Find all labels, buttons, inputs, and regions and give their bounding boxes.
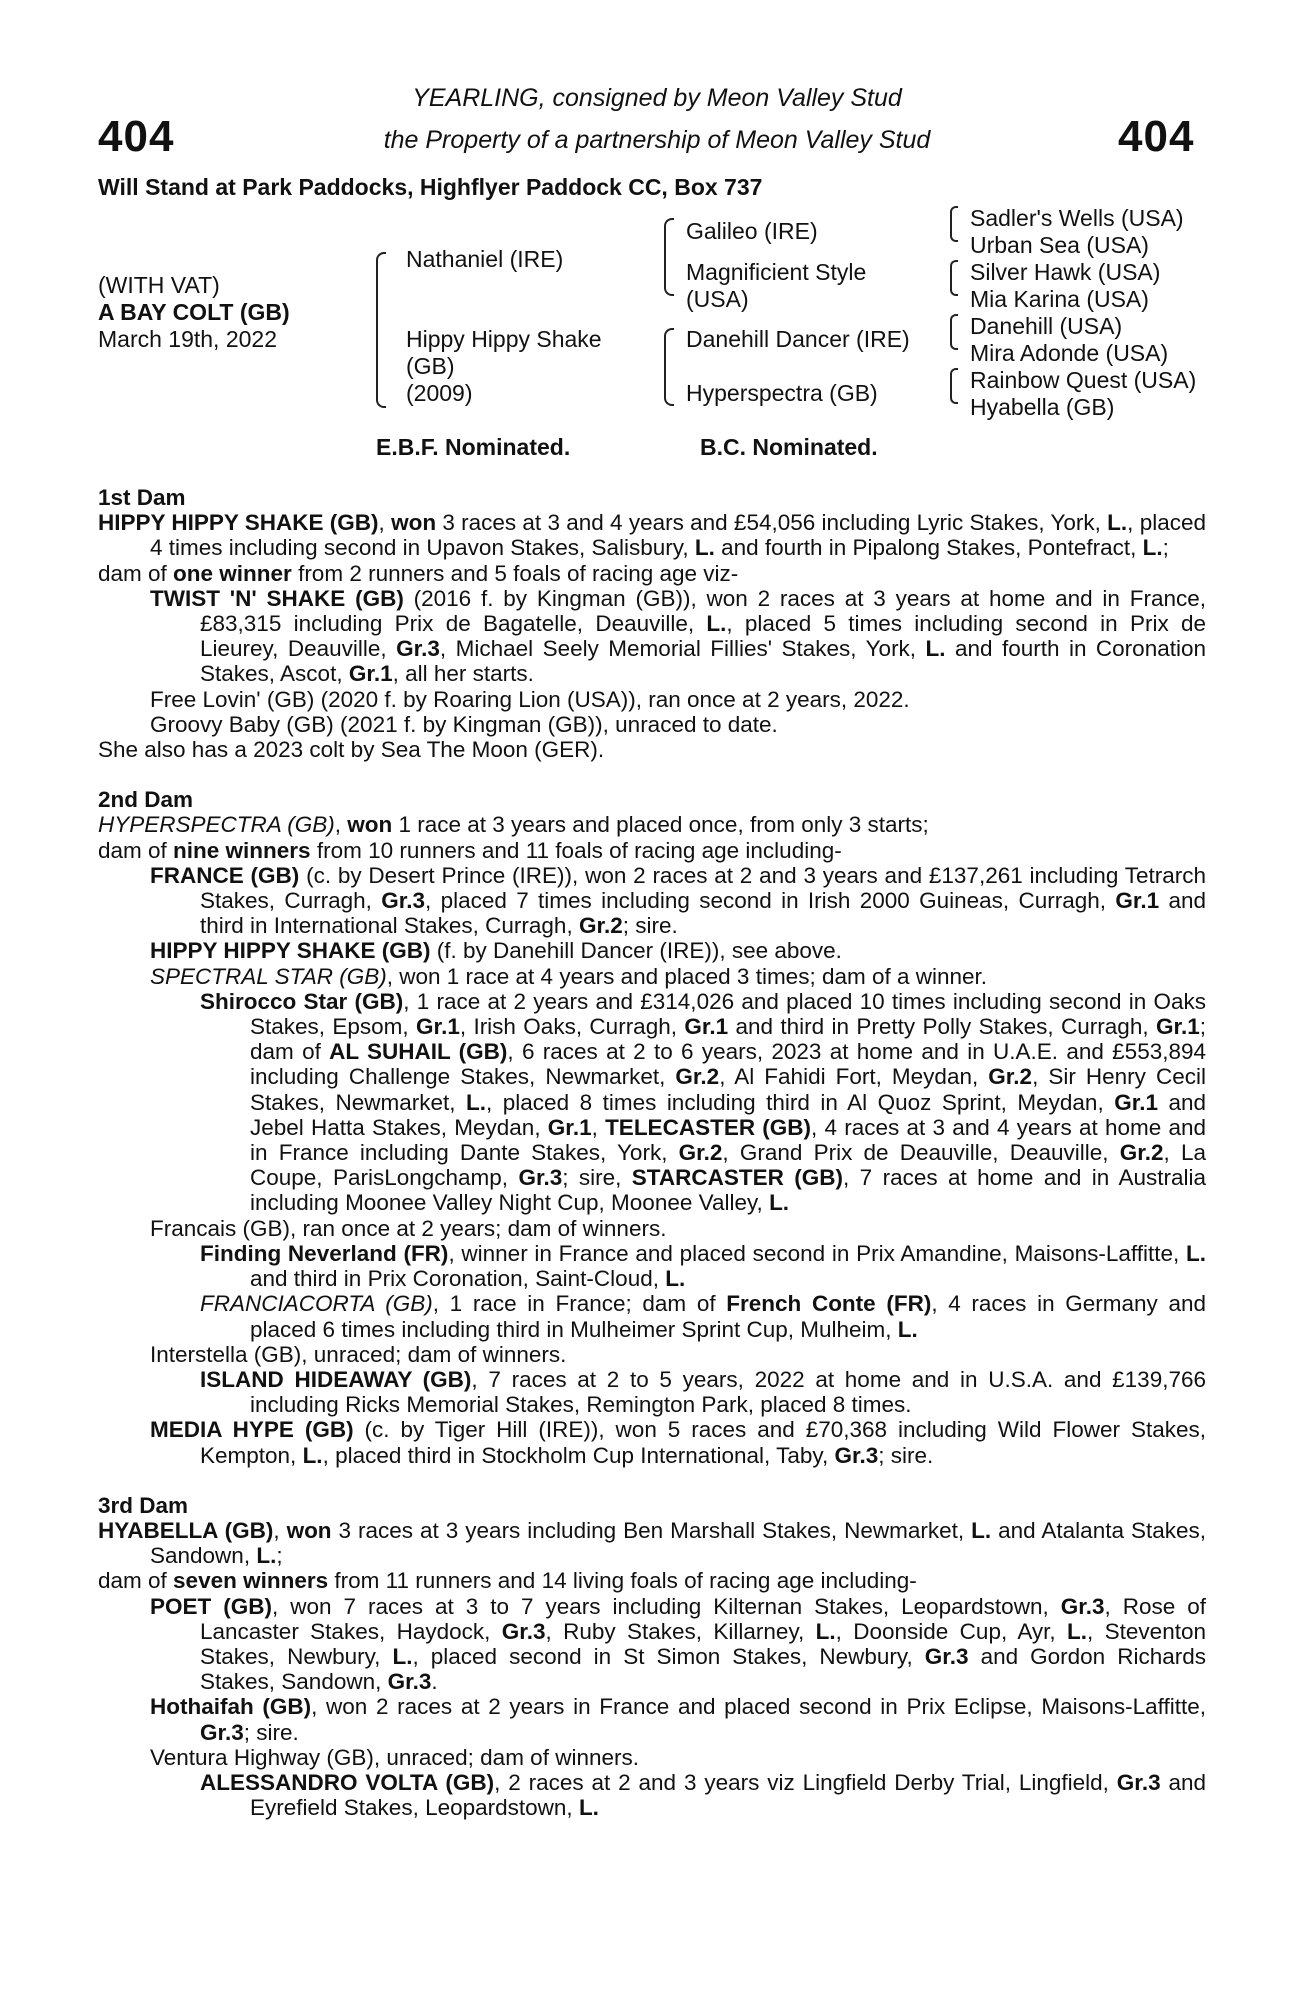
dam-name-line3: (2009) [406,380,473,406]
produce-finding-neverland: Finding Neverland (FR), winner in France and placed second in Prix Amandine, Maisons-Laffitte, L. and third in Prix Coronation, Saint-Cloud, L. [200,1240,1207,1292]
dam-name-line2: (GB) [406,353,455,379]
produce-ventura-highway: Ventura Highway (GB), unraced; dam of winners. [150,1744,639,1770]
first-dam-entry: HIPPY HIPPY SHAKE (GB), won 3 races at 3 and 4 years and £54,056 including Lyric Stakes, York, L., placed 4 times including second in Upavon Stakes, Salisbury, L. and fourth in Pipalong Stakes, Pontefract, L.; [98,510,1206,561]
dam-sire-name: Danehill Dancer (IRE) [686,326,910,352]
produce-twist-n-shake: TWIST 'N' SHAKE (GB) (2016 f. by Kingman (GB)), won 2 races at 3 years at home and in France, £83,315 including Prix de Bagatelle, Deauville, L., placed 5 times including second in Prix de Lieurey, Deauville, Gr.3, Michael Seely Memorial Fillies' Stakes, York, L. and fourth in Coronation Stakes, Ascot, Gr.1, all her starts. [150,585,1207,687]
third-dam-entry: HYABELLA (GB), won 3 races at 3 years including Ben Marshall Stakes, Newmarket, L. and Atalanta Stakes, Sandown, L.; [98,1517,1206,1569]
produce-poet: POET (GB), won 7 races at 3 to 7 years including Kilternan Stakes, Leopardstown, Gr.3, Rose of Lancaster Stakes, Haydock, Gr.3, Ruby Stakes, Killarney, L., Doonside Cup, Ayr, L., Steventon Stakes, Newbury, L., placed second in St Simon Stakes, Newbury, Gr.3 and Gordon Richards Stakes, Sandown, Gr.3. [150,1593,1207,1695]
gp-3: Silver Hawk (USA) [970,259,1161,285]
gp-7: Rainbow Quest (USA) [970,367,1197,393]
sire-dam-name-line2: (USA) [686,286,749,312]
gp-1: Sadler's Wells (USA) [970,205,1184,231]
produce-media-hype: MEDIA HYPE (GB) (c. by Tiger Hill (IRE)), won 5 races and £70,368 including Wild Flower Stakes, Kempton, L., placed third in Stockholm Cup International, Taby, Gr.3; sire. [150,1417,1206,1468]
pedigree-brace-g2 [950,260,958,296]
second-dam-heading: 2nd Dam [98,787,194,813]
produce-alessandro-volta: ALESSANDRO VOLTA (GB), 2 races at 2 and 3 years viz Lingfield Derby Trial, Lingfield, Gr.3 and Eyrefield Stakes, Leopardstown, L. [200,1769,1206,1821]
lot-number-left: 404 [98,112,175,161]
produce-france: FRANCE (GB) (c. by Desert Prince (IRE)), won 2 races at 2 and 3 years and £137,261 including Tetrarch Stakes, Curragh, Gr.3, placed 7 times including second in Irish 2000 Guineas, Curragh, Gr.1 and third in International Stakes, Curragh, Gr.2; sire. [150,862,1206,939]
third-dam-heading: 3rd Dam [98,1492,189,1518]
first-dam-produce-summary: dam of one winner from 2 runners and 5 foals of racing age viz- [98,560,739,586]
produce-spectral-star: SPECTRAL STAR (GB), won 1 race at 4 years and placed 3 times; dam of a winner. [150,963,988,989]
third-dam-produce-summary: dam of seven winners from 11 runners and 14 living foals of racing age including- [98,1568,917,1594]
produce-francais: Francais (GB), ran once at 2 years; dam of winners. [150,1215,667,1241]
produce-franciacorta: FRANCIACORTA (GB), 1 race in France; dam of French Conte (FR), 4 races in Germany and placed 6 times including third in Mulheimer Sprint Cup, Mulheim, L. [200,1291,1206,1342]
gp-8: Hyabella (GB) [970,394,1115,420]
produce-2023-colt: She also has a 2023 colt by Sea The Moon (GER). [98,737,605,763]
pedigree-brace-sire [664,218,674,296]
second-dam-produce-summary: dam of nine winners from 10 runners and 11 foals of racing age including- [98,837,842,863]
produce-groovy-baby: Groovy Baby (GB) (2021 f. by Kingman (GB)), unraced to date. [150,711,778,737]
produce-island-hideaway: ISLAND HIDEAWAY (GB), 7 races at 2 to 5 years, 2022 at home and in U.S.A. and £139,766 including Ricks Memorial Stakes, Remington Park, placed 8 times. [200,1366,1207,1418]
gp-5: Danehill (USA) [970,313,1123,339]
second-dam-entry: HYPERSPECTRA (GB), won 1 race at 3 years and placed once, from only 3 starts; [98,812,929,838]
horse-name: A BAY COLT (GB) [98,299,290,325]
produce-interstella: Interstella (GB), unraced; dam of winners. [150,1341,567,1367]
dam-dam-name: Hyperspectra (GB) [686,380,878,406]
gp-2: Urban Sea (USA) [970,232,1149,258]
ebf-nomination: E.B.F. Nominated. [376,434,571,460]
pedigree-brace-g1 [950,206,958,242]
produce-hothaifah: Hothaifah (GB), won 2 races at 2 years in France and placed second in Prix Eclipse, Maisons-Laffitte, Gr.3; sire. [150,1694,1206,1745]
sire-name: Nathaniel (IRE) [406,246,564,272]
pedigree-brace-g4 [950,368,958,404]
gp-6: Mira Adonde (USA) [970,340,1169,366]
produce-shirocco-star: Shirocco Star (GB), 1 race at 2 years and £314,026 and placed 10 times including second in Oaks Stakes, Epsom, Gr.1, Irish Oaks, Curragh, Gr.1 and third in Pretty Polly Stakes, Curragh, Gr.1; dam of AL SUHAIL (GB), 6 races at 2 to 6 years, 2023 at home and in U.A.E. and £553,894 including Challenge Stakes, Newmarket, Gr.2, Al Fahidi Fort, Meydan, Gr.2, Sir Henry Cecil Stakes, Newmarket, L., placed 8 times including third in Al Quoz Sprint, Meydan, Gr.1 and Jebel Hatta Stakes, Meydan, Gr.1, TELECASTER (GB), 4 races at 3 and 4 years at home and in France including Dante Stakes, York, Gr.2, Grand Prix de Deauville, Deauville, Gr.2, La Coupe, ParisLongchamp, Gr.3; sire, STARCASTER (GB), 7 races at home and in Australia including Moonee Valley Night Cup, Moonee Valley, L. [200,988,1207,1216]
gp-4: Mia Karina (USA) [970,286,1149,312]
consignor-line: YEARLING, consigned by Meon Valley Stud [412,84,902,112]
dam-name-line1: Hippy Hippy Shake [406,326,602,352]
catalogue-body [98,485,1206,1820]
pedigree-brace-dam [664,328,674,406]
horse-dob: March 19th, 2022 [98,326,278,352]
pedigree-brace-g3 [950,314,958,350]
lot-number-right: 404 [1118,112,1195,161]
stand-line: Will Stand at Park Paddocks, Highflyer Paddock CC, Box 737 [98,174,763,200]
produce-free-lovin: Free Lovin' (GB) (2020 f. by Roaring Lion (USA)), ran once at 2 years, 2022. [150,686,910,712]
first-dam-heading: 1st Dam [98,485,186,510]
vat-label: (WITH VAT) [98,272,220,298]
sire-dam-name-line1: Magnificient Style [686,259,867,285]
pedigree-brace-1 [376,252,386,408]
sire-sire-name: Galileo (IRE) [686,218,818,244]
bc-nomination: B.C. Nominated. [700,434,878,460]
property-line: the Property of a partnership of Meon Valley Stud [383,126,931,154]
produce-hippy-hippy-shake: HIPPY HIPPY SHAKE (GB) (f. by Danehill Dancer (IRE)), see above. [150,938,842,964]
